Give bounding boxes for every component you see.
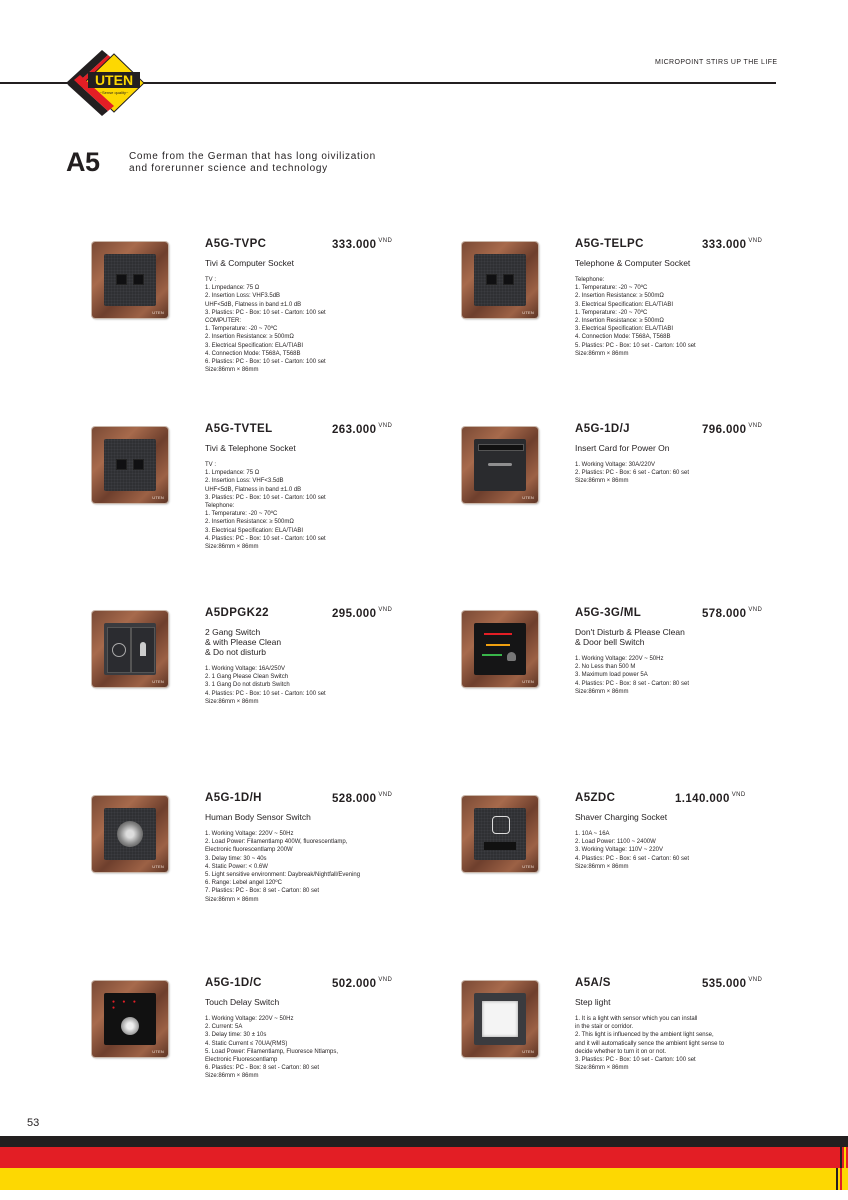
wing-emblem-icon [488,463,512,466]
spec-line: Size:86mm × 86mm [205,1073,259,1080]
spec-line: 4. Plastics: PC - Box: 10 set - Carton: 100 set [205,535,326,542]
spec-line: 2. No Less than 500 M [575,664,636,671]
spec-line: UHF<5dB, Flatness in band ±1.0 dB [205,301,302,308]
spec-line: 1. Lmpedance: 75 Ω [205,470,260,477]
socket-plate [474,254,526,306]
spec-line: 3. Plastics: PC - Box: 10 set - Carton: 100 set [205,494,326,501]
card-slot-icon [478,444,524,451]
sensor-plate [104,808,156,860]
product-image [462,242,538,318]
product-name [205,258,405,268]
spec-line: Size:86mm × 86mm [205,367,259,374]
socket-port-icon [116,274,127,285]
spec-line: Electronic fluorescentlamp 200W [205,847,293,854]
spec-line: 6. Range: Lebel angel 120ºC [205,880,282,887]
page-number: 53 [27,1117,40,1129]
spec-line: 1. Working Voltage: 220V ~ 50Hz [205,831,294,837]
spec-line: Size:86mm × 86mm [575,350,629,357]
price-currency: VND [378,238,393,244]
price-currency: VND [748,238,763,244]
product-specs [205,1015,338,1081]
product-code: A5G-3G/ML [575,607,642,619]
spec-line: decide whether to turn it on or not. [575,1048,667,1055]
price-value: 578.000 [702,608,747,620]
price-currency: VND [378,792,393,798]
product-specs [575,461,689,486]
product-code: A5G-1D/C [205,977,262,989]
series-code: A5 [66,147,100,177]
spec-line: in the stair or corridor. [575,1024,634,1031]
spec-line: Size:86mm × 86mm [205,698,259,705]
spec-line: 1. Temperature: -20 ~ 70ºC [205,511,278,518]
bell-icon [507,652,516,661]
spec-line: 3. Electrical Specification: ELA/TIABI [575,301,674,308]
thumb-brand: UTEN [522,1049,534,1054]
price-currency: VND [731,792,746,798]
touch-button-icon [121,1017,139,1035]
product-image [462,427,538,503]
spec-line: 7. Plastics: PC - Box: 8 set - Carton: 80 set [205,888,320,895]
spec-line: Size:86mm × 86mm [205,896,259,903]
uten-logo [62,48,148,118]
product-name-line: Human Body Sensor Switch [205,812,311,822]
spec-line: Size:86mm × 86mm [575,688,629,695]
product-specs [575,655,689,696]
spec-line: 2. Plastics: PC - Box: 6 set - Carton: 60 set [575,470,690,477]
spec-line: 4. Connection Mode: T568A, T568B [205,350,301,357]
bell-indicator-icon [482,654,502,656]
thumb-brand: UTEN [522,495,534,500]
spec-line: 6. Plastics: PC - Box: 8 set - Carton: 80 set [205,1065,320,1072]
product-code: A5DPGK22 [205,607,269,619]
product-price [332,977,392,990]
thumb-brand: UTEN [152,679,164,684]
spec-line: Size:86mm × 86mm [575,1065,629,1072]
pir-sensor-icon [117,821,143,847]
product-name-line: Tivi & Computer Socket [205,258,294,268]
product-price [332,423,392,436]
footer-bar-red [0,1147,848,1168]
price-currency: VND [748,423,763,429]
product-name-line: Touch Delay Switch [205,997,280,1007]
dnd-indicator-icon [484,633,512,635]
intro-line: and forerunner science and technology [129,163,328,174]
product-name-line: Tivi & Telephone Socket [205,443,296,453]
product-a5g-tvpc [92,238,422,408]
product-specs [205,665,326,706]
product-a5g-1d-h [92,792,422,962]
product-specs [205,276,326,374]
product-name-line: Step light [575,997,611,1007]
spec-line: 2. Insertion Loss: VHF<3.5dB [205,478,284,485]
socket-port-icon [133,459,144,470]
product-a5dpgk22 [92,607,422,777]
spec-line: 2. Insertion Resistance: ≥ 500mΩ [575,293,664,300]
light-window-icon [482,1001,518,1037]
product-a5g-tvtel [92,423,422,593]
spec-line: 1. Working Voltage: 220V ~ 50Hz [575,656,664,662]
spec-line: 2. Load Power: Filamentlamp 400W, fluorescentlamp, [205,839,348,846]
product-a5zdc [462,792,792,962]
do-not-disturb-icon [107,627,131,673]
spec-line: 1. Temperature: -20 ~ 70ºC [575,285,648,292]
dnd-panel-plate [474,623,526,675]
product-name-line: 2 Gang Switch [205,627,261,637]
spec-line: 4. Static Power: < 0.6W [205,863,268,870]
intro-line: Come from the German that has long oivilization [129,151,376,162]
socket-port-icon [503,274,514,285]
spec-line: Size:86mm × 86mm [575,863,629,870]
spec-line: 2. Load Power: 1100 ~ 2400W [575,839,656,846]
spec-line: 5. Light sensitive environment: Daybreak/Nightfall/Evening [205,872,361,879]
spec-line: 5. Load Power: Filamentlamp, Fluoresce Ntlamps, [205,1048,339,1055]
product-price [332,238,392,251]
product-a5g-1d-c [92,977,422,1147]
product-price [332,607,392,620]
clean-indicator-icon [486,644,510,646]
spec-line: 4. Connection Mode: T568A, T568B [575,334,671,341]
product-code: A5G-TVPC [205,238,267,250]
spec-line: 3. Working Voltage: 110V ~ 220V [575,847,664,854]
spec-line: 6. Plastics: PC - Box: 10 set - Carton: 100 set [205,359,326,366]
product-code: A5G-TVTEL [205,423,273,435]
product-name-line: Insert Card for Power On [575,443,670,453]
spec-line: 2. 1 Gang Please Clean Switch [205,674,289,681]
thumb-brand: UTEN [152,864,164,869]
product-code: A5G-TELPC [575,238,644,250]
footer-bar-black [0,1136,848,1147]
delay-indicator-icon: ● ● ● ● [112,999,139,1011]
spec-line: 3. Plastics: PC - Box: 10 set - Carton: 100 set [205,309,326,316]
product-image [92,611,168,687]
thumb-brand: UTEN [522,310,534,315]
thumb-brand: UTEN [522,864,534,869]
spec-line: TV : [205,277,217,283]
price-value: 502.000 [332,978,377,990]
price-value: 796.000 [702,424,747,436]
price-currency: VND [748,977,763,983]
touch-plate [104,993,156,1045]
spec-line: Telephone: [575,277,605,283]
spec-line: 1. Working Voltage: 30A/220V [575,462,655,468]
product-price [702,607,762,620]
spec-line: and it will automatically sence the ambient light sense to [575,1040,725,1047]
spec-line: 5. Plastics: PC - Box: 10 set - Carton: 100 set [575,342,696,349]
spec-line: 2. Insertion Resistance: ≥ 500mΩ [575,318,664,325]
spec-line: 3. Electrical Specification: ELA/TIABI [205,342,304,349]
shaver-plate [474,808,526,860]
product-image [92,981,168,1057]
spec-line: 1. Working Voltage: 220V ~ 50Hz [205,1016,294,1022]
product-image [92,796,168,872]
product-name-line: Don't Disturb & Please Clean [575,627,685,637]
spec-line: 1. Temperature: -20 ~ 70ºC [575,309,648,316]
spec-line: 3. Delay time: 30 ± 10s [205,1032,267,1039]
spec-line: 2. Insertion Resistance: ≥ 500mΩ [205,334,294,341]
spec-line: 3. Electrical Specification: ELA/TIABI [575,326,674,333]
spec-line: Electronic Fluorescentlamp [205,1057,278,1064]
price-value: 1.140.000 [675,793,730,805]
product-a5a-s [462,977,792,1147]
spec-line: 1. Temperature: -20 ~ 70ºC [205,326,278,333]
product-specs [205,461,326,551]
shaver-outlet-icon [484,842,516,850]
spec-line: UHF<5dB, Flatness in band ±1.0 dB [205,486,302,493]
product-name [575,258,775,268]
product-name-line: & Door bell Switch [575,637,645,647]
card-slot-plate [474,439,526,491]
product-name [205,812,405,822]
product-a5g-telpc [462,238,792,408]
socket-port-icon [133,274,144,285]
spec-line: 4. Plastics: PC - Box: 10 set - Carton: 100 set [205,690,326,697]
spec-line: 4. Static Current ≤ 70UA(RMS) [205,1040,288,1047]
product-name [205,443,405,453]
product-name-line: Telephone & Computer Socket [575,258,691,268]
product-specs [575,830,689,871]
product-name-line: Shaver Charging Socket [575,812,668,822]
spec-line: 1. It is a light with sensor which you can install [575,1016,698,1022]
product-image [462,981,538,1057]
spec-line: 1. Lmpedance: 75 Ω [205,285,260,292]
socket-port-icon [486,274,497,285]
thumb-brand: UTEN [152,495,164,500]
product-code: A5G-1D/J [575,423,630,435]
product-name [575,997,775,1007]
product-a5g-1d-j [462,423,792,593]
thumb-brand: UTEN [522,679,534,684]
product-price [332,792,392,805]
product-price [702,423,762,436]
product-price [702,977,762,990]
price-currency: VND [378,607,393,613]
tagline: MICROPOINT STIRS UP THE LIFE [655,59,778,66]
price-value: 295.000 [332,608,377,620]
product-image [92,242,168,318]
price-currency: VND [378,423,393,429]
spec-line: Telephone: [205,503,235,510]
spec-line: 4. Plastics: PC - Box: 8 set - Carton: 80 set [575,680,690,687]
spec-line: 1. 10A ~ 16A [575,831,610,837]
spec-line: COMPUTER: [205,318,241,325]
spec-line: 3. 1 Gang Do not disturb Switch [205,682,290,689]
spec-line: Size:86mm × 86mm [575,478,629,485]
price-currency: VND [378,977,393,983]
spec-line: 2. Current: 5A [205,1024,243,1031]
spec-line: Size:86mm × 86mm [205,544,259,551]
spec-line: 3. Plastics: PC - Box: 10 set - Carton: 100 set [575,1057,696,1064]
product-specs [575,276,696,358]
series-intro [129,151,429,175]
price-value: 535.000 [702,978,747,990]
spec-line: TV : [205,462,217,468]
price-value: 528.000 [332,793,377,805]
logo-wordmark: UTEN [94,72,134,88]
product-name [575,812,775,822]
spec-line: 1. Working Voltage: 16A/250V [205,666,285,672]
price-value: 333.000 [332,239,377,251]
product-specs [575,1015,724,1072]
socket-port-icon [116,459,127,470]
product-image [462,611,538,687]
price-value: 333.000 [702,239,747,251]
product-name [205,997,405,1007]
shaver-icon [492,816,510,834]
product-code: A5A/S [575,977,611,989]
socket-plate [104,254,156,306]
product-name [205,627,405,657]
product-price [702,238,762,251]
spec-line: 3. Electrical Specification: ELA/TIABI [205,527,304,534]
product-code: A5G-1D/H [205,792,262,804]
logo-subline: ~Sense quality~ [99,90,129,95]
please-clean-icon [131,627,155,673]
product-specs [205,830,360,904]
spec-line: 4. Plastics: PC - Box: 6 set - Carton: 60 set [575,855,690,862]
thumb-brand: UTEN [152,1049,164,1054]
spec-line: 2. Insertion Resistance: ≥ 500mΩ [205,519,294,526]
product-image [462,796,538,872]
spec-line: 3. Delay time: 30 ~ 40s [205,855,267,862]
thumb-brand: UTEN [152,310,164,315]
socket-plate [104,439,156,491]
product-name-line: & with Please Clean [205,637,282,647]
product-name-line: & Do not disturb [205,647,266,657]
spec-line: 3. Maximum load power 5A [575,672,648,679]
product-image [92,427,168,503]
product-a5g-3g-ml [462,607,792,777]
price-currency: VND [748,607,763,613]
step-light-plate [474,993,526,1045]
product-price [675,792,746,805]
product-name [575,627,775,647]
spec-line: 2. This light is influenced by the ambient light sense, [575,1032,714,1039]
price-value: 263.000 [332,424,377,436]
spec-line: 2. Insertion Loss: VHF3.5dB [205,293,281,300]
product-name [575,443,775,453]
product-code: A5ZDC [575,792,616,804]
footer-bar-yellow [0,1168,848,1190]
dual-switch-plate [104,623,156,675]
